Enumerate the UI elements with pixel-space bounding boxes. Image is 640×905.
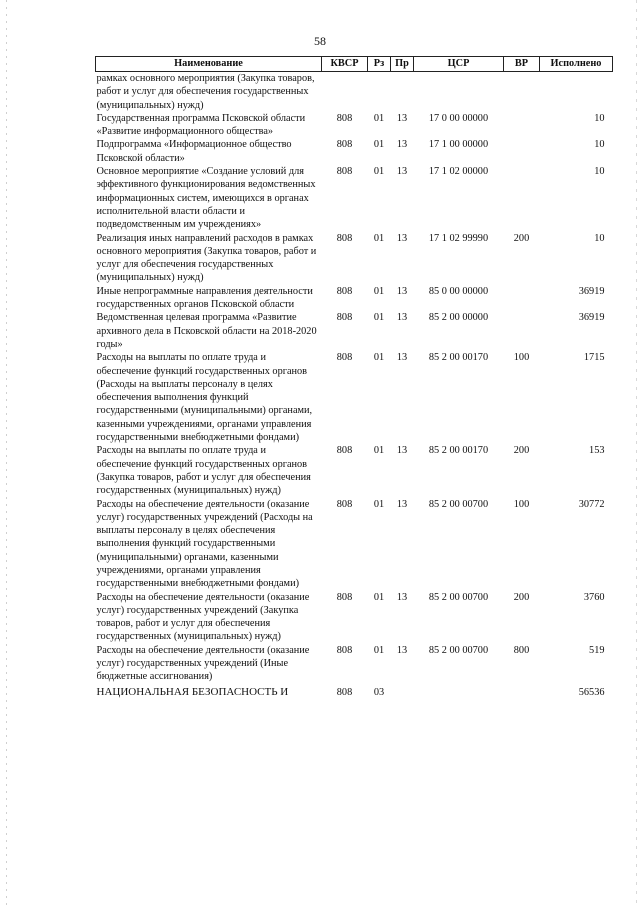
- cell-done: 36919: [578, 312, 605, 324]
- table-row: [96, 285, 613, 312]
- cell-done: 10: [594, 232, 605, 244]
- cell-name: Расходы на выплаты по оплате труда и обеспечение функций государственных органов (Закупка товаров, работ и услуг для обеспечения государственных (муниципальных) нужд): [96, 445, 311, 497]
- cell-kvsr: 808: [336, 591, 353, 603]
- cell-name: Расходы на обеспечение деятельности (оказание услуг) государственных учреждений (Расходы на выплаты персоналу в целях обеспечения выполнения функций государственными (муниципальными) органами, казенными учреждениями, органами управления государственными внебюджетными фондами): [96, 498, 313, 590]
- cell-kvsr: 808: [336, 139, 353, 151]
- cell-kvsr: 808: [336, 285, 353, 297]
- table-row: [96, 165, 613, 231]
- cell-pr: 13: [396, 139, 408, 151]
- cell-done: 10: [594, 166, 605, 178]
- cell-rz: 01: [373, 285, 385, 297]
- cell-pr: 13: [396, 112, 408, 124]
- cell-csr: 17 1 02 99990: [428, 232, 489, 244]
- cell-pr: 13: [396, 312, 408, 324]
- cell-rz: [368, 72, 391, 112]
- cell-vr: [504, 72, 540, 112]
- cell-kvsr: 808: [336, 352, 353, 364]
- cell-kvsr: 808: [336, 166, 353, 178]
- table-row: [96, 232, 613, 285]
- scan-edge-right: [636, 0, 637, 905]
- header-csr: ЦСР: [414, 57, 504, 72]
- table-row: [96, 72, 613, 112]
- cell-rz: 01: [373, 139, 385, 151]
- cell-rz: 01: [373, 644, 385, 656]
- cell-csr: 85 2 00 00700: [428, 644, 489, 656]
- cell-rz: 01: [373, 166, 385, 178]
- cell-name: Государственная программа Псковской области «Развитие информационного общества»: [96, 112, 306, 138]
- cell-csr: [414, 684, 504, 699]
- header-kvsr: КВСР: [322, 57, 368, 72]
- cell-csr: [414, 72, 504, 112]
- cell-pr: 13: [396, 285, 408, 297]
- cell-done: 10: [594, 112, 605, 124]
- cell-vr: 200: [513, 445, 530, 457]
- cell-vr: 800: [513, 644, 530, 656]
- cell-name: Ведомственная целевая программа «Развитие архивного дела в Псковской области на 2018-2020 годы»: [96, 312, 317, 350]
- cell-done: 1715: [583, 352, 605, 364]
- cell-rz: 01: [373, 112, 385, 124]
- cell-pr: 13: [396, 498, 408, 510]
- cell-csr: 85 2 00 00170: [428, 352, 489, 364]
- cell-csr: 85 2 00 00000: [428, 312, 489, 324]
- cell-done: 36919: [578, 285, 605, 297]
- cell-name: Расходы на выплаты по оплате труда и обеспечение функций государственных органов (Расходы на выплаты персоналу в целях обеспечения выполнения функций государственными (муниципальными) органами, казенными учреждениями, органами управления государственными внебюджетными фондами): [96, 352, 313, 444]
- cell-kvsr: 808: [336, 498, 353, 510]
- table-row: [96, 498, 613, 591]
- cell-rz: 01: [373, 498, 385, 510]
- cell-pr: 13: [396, 166, 408, 178]
- cell-csr: 85 2 00 00170: [428, 445, 489, 457]
- cell-vr: 100: [513, 498, 530, 510]
- cell-pr: 13: [396, 232, 408, 244]
- table-row: [96, 444, 613, 497]
- cell-csr: 85 0 00 00000: [428, 285, 489, 297]
- section-row: [96, 684, 613, 699]
- cell-vr: 200: [513, 232, 530, 244]
- page-number: 58: [314, 34, 326, 48]
- cell-done: 153: [589, 445, 605, 457]
- scan-edge-left: [6, 0, 7, 905]
- cell-csr: 85 2 00 00700: [428, 498, 489, 510]
- cell-vr: [504, 311, 540, 351]
- table-row: [96, 311, 613, 351]
- header-rz: Рз: [368, 57, 391, 72]
- cell-vr: [504, 138, 540, 165]
- header-pr: Пр: [391, 57, 414, 72]
- cell-kvsr: 808: [336, 644, 353, 656]
- cell-pr: 13: [396, 445, 408, 457]
- cell-pr: [391, 72, 414, 112]
- cell-csr: 17 1 00 00000: [428, 139, 489, 151]
- header-name: Наименование: [96, 57, 322, 72]
- cell-csr: 85 2 00 00700: [428, 591, 489, 603]
- cell-kvsr: 808: [336, 686, 353, 698]
- cell-pr: 13: [396, 352, 408, 364]
- cell-name: НАЦИОНАЛЬНАЯ БЕЗОПАСНОСТЬ И: [96, 685, 289, 698]
- cell-done: 30772: [578, 498, 605, 510]
- table-row: [96, 644, 613, 684]
- cell-rz: 03: [373, 686, 385, 698]
- table-row: [96, 591, 613, 644]
- table-row: [96, 138, 613, 165]
- cell-pr: 13: [396, 591, 408, 603]
- cell-rz: 01: [373, 591, 385, 603]
- header-done: Исполнено: [540, 57, 613, 72]
- cell-vr: [504, 684, 540, 699]
- cell-name: Расходы на обеспечение деятельности (оказание услуг) государственных учреждений (Закупка товаров, работ и услуг для обеспечения государственных (муниципальных) нужд): [96, 591, 310, 643]
- cell-name: Подпрограмма «Информационное общество Псковской области»: [96, 139, 292, 164]
- table-body: [96, 72, 613, 699]
- cell-name: рамках основного мероприятия (Закупка товаров, работ и услуг для обеспечения государственных (муниципальных) нужд): [96, 73, 315, 111]
- cell-kvsr: 808: [336, 312, 353, 324]
- cell-rz: 01: [373, 445, 385, 457]
- cell-rz: 01: [373, 352, 385, 364]
- cell-kvsr: 808: [336, 232, 353, 244]
- cell-csr: 17 0 00 00000: [428, 112, 489, 124]
- cell-vr: [504, 112, 540, 139]
- table-header-row: [96, 57, 613, 72]
- cell-done: 10: [594, 139, 605, 151]
- cell-rz: 01: [373, 232, 385, 244]
- table-row: [96, 112, 613, 139]
- header-vr: ВР: [504, 57, 540, 72]
- cell-name: Основное мероприятие «Создание условий для эффективного функционирования ведомственных информационных систем, имеющихся в органах исполнительной власти области и подведомственным им учреждениях»: [96, 166, 316, 231]
- cell-done: 3760: [583, 591, 605, 603]
- cell-name: Реализация иных направлений расходов в рамках основного мероприятия (Закупка товаров, работ и услуг для обеспечения государственных (муниципальных) нужд): [96, 232, 317, 284]
- cell-vr: 200: [513, 591, 530, 603]
- budget-table: [95, 56, 613, 699]
- cell-vr: 100: [513, 352, 530, 364]
- cell-pr: 13: [396, 644, 408, 656]
- cell-name: Расходы на обеспечение деятельности (оказание услуг) государственных учреждений (Иные бюджетные ассигнования): [96, 644, 310, 683]
- cell-done: 519: [589, 644, 605, 656]
- cell-kvsr: [322, 72, 368, 112]
- cell-vr: [504, 165, 540, 231]
- cell-kvsr: 808: [336, 445, 353, 457]
- cell-done: 56536: [578, 686, 605, 698]
- cell-rz: 01: [373, 312, 385, 324]
- cell-kvsr: 808: [336, 112, 353, 124]
- cell-pr: [391, 684, 414, 699]
- cell-name: Иные непрограммные направления деятельности государственных органов Псковской области: [96, 285, 313, 311]
- table-row: [96, 351, 613, 444]
- cell-vr: [504, 285, 540, 312]
- cell-csr: 17 1 02 00000: [428, 166, 489, 178]
- cell-done: [540, 72, 613, 112]
